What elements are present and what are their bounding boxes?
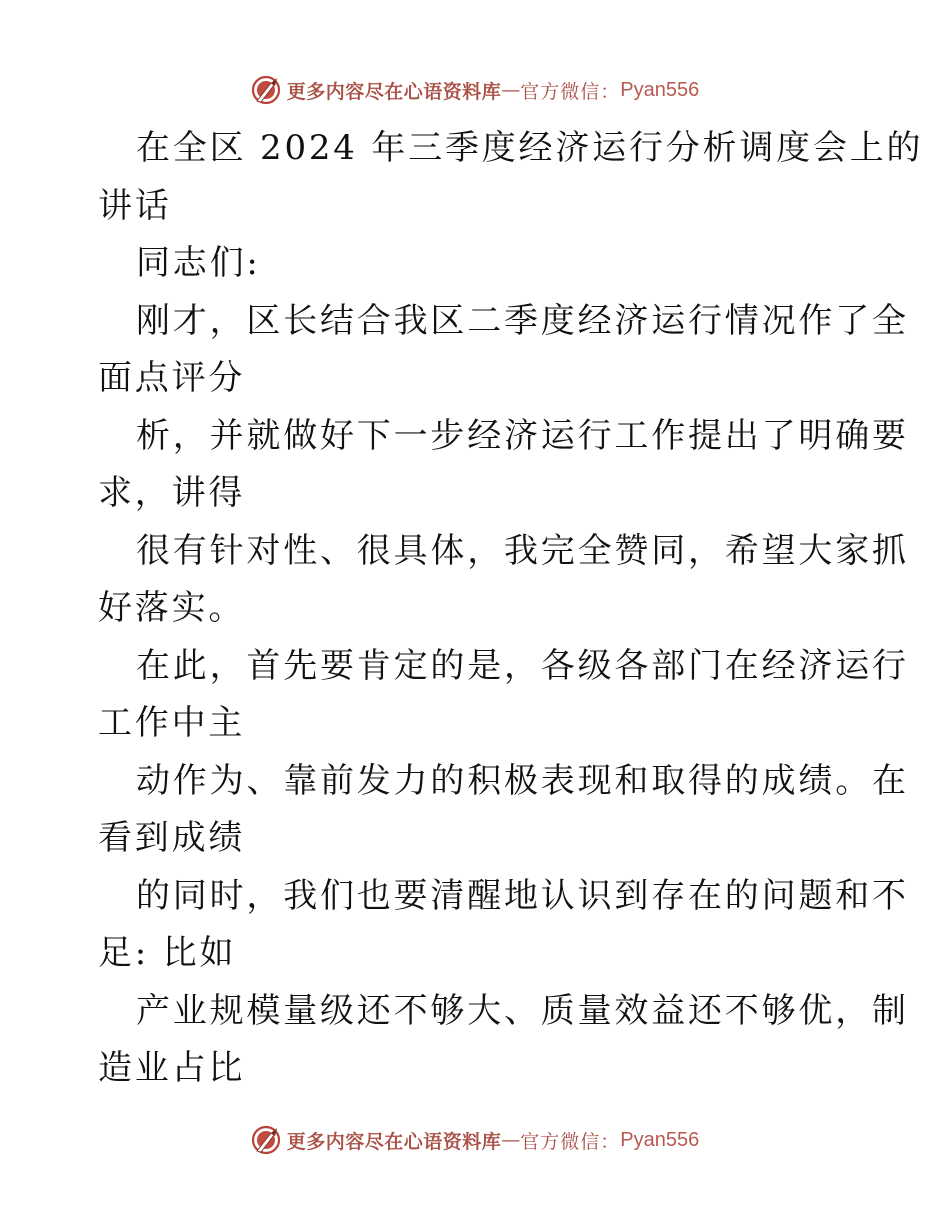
banner-wechat-label: 官方微信： [520, 80, 621, 103]
paragraph-line: 好落实。 [98, 588, 246, 628]
banner-separator: — [501, 79, 521, 101]
paragraph-line: 在此，首先要肯定的是，各级各部门在经济运行 [136, 645, 909, 686]
salutation: 同志们: [136, 243, 261, 283]
document-body [98, 120, 924, 1098]
paragraph-line: 求，讲得 [98, 473, 246, 513]
banner-wechat-label: 官方微信： [520, 1130, 621, 1153]
banner-wechat-id: Pyan556 [620, 1128, 700, 1151]
quill-seal-icon [251, 75, 281, 105]
paragraph-line: 刚才，区长结合我区二季度经济运行情况作了全 [136, 300, 909, 341]
paragraph-line: 造业占比 [98, 1048, 246, 1088]
banner-main-text: 更多内容尽在心语资料库 [286, 80, 502, 103]
paragraph-line: 很有针对性、很具体，我完全赞同，希望大家抓 [136, 530, 909, 571]
paragraph-line: 动作为、靠前发力的积极表现和取得的成绩。在 [136, 760, 909, 801]
banner-wechat-id: Pyan556 [620, 78, 700, 101]
header-watermark-banner [0, 70, 950, 110]
paragraph-line: 足: 比如 [98, 933, 237, 973]
paragraph-line: 面点评分 [98, 358, 246, 398]
paragraph-line: 看到成绩 [98, 818, 246, 858]
quill-seal-icon [251, 1125, 281, 1155]
banner-main-text: 更多内容尽在心语资料库 [286, 1130, 502, 1153]
title-line-2: 讲话 [98, 185, 172, 226]
paragraph-line: 工作中主 [98, 703, 246, 743]
footer-watermark-banner [0, 1120, 950, 1160]
title-line-1: 在全区 2024 年三季度经济运行分析调度会上的 [136, 128, 924, 168]
paragraph-line: 产业规模量级还不够大、质量效益还不够优，制 [136, 990, 909, 1031]
banner-separator: — [501, 1129, 521, 1151]
paragraph-line: 析，并就做好下一步经济运行工作提出了明确要 [136, 415, 909, 456]
paragraph-line: 的同时，我们也要清醒地认识到存在的问题和不 [136, 875, 909, 916]
